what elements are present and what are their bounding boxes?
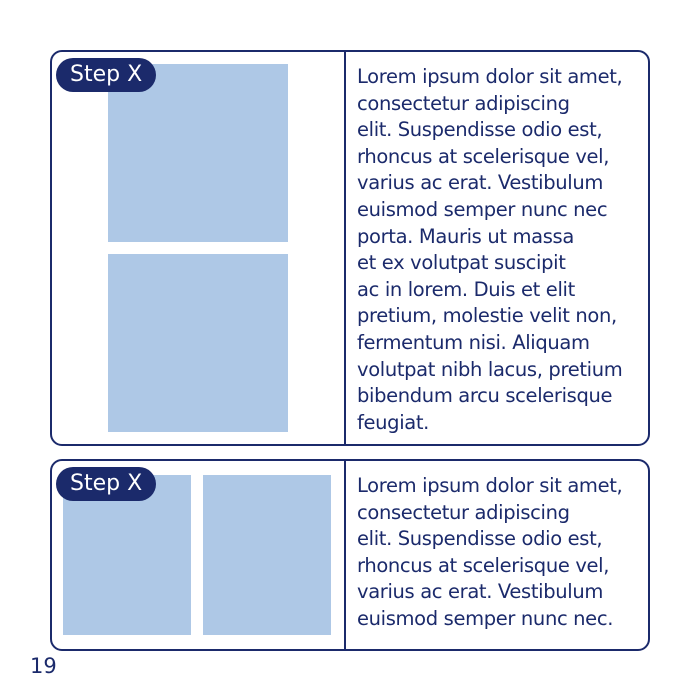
- page-number: 19: [30, 654, 57, 678]
- panel-divider: [344, 52, 346, 444]
- step-description: [357, 64, 642, 436]
- text-line: ac in lorem. Duis et elit: [357, 277, 575, 301]
- text-line: porta. Mauris ut massa: [357, 224, 574, 248]
- text-line: elit. Suspendisse odio est,: [357, 118, 603, 142]
- image-placeholder-2b: [203, 475, 331, 635]
- text-line: rhoncus at scelerisque vel,: [357, 144, 610, 168]
- step-panel-2: [50, 459, 650, 651]
- text-line: rhoncus at scelerisque vel,: [357, 553, 610, 577]
- text-line: et ex volutpat suscipit: [357, 251, 566, 275]
- text-line: bibendum arcu scelerisque: [357, 384, 613, 408]
- image-placeholder-1b: [108, 254, 288, 432]
- step-panel-1: [50, 50, 650, 446]
- text-line: varius ac erat. Vestibulum: [357, 580, 603, 604]
- text-line: pretium, molestie velit non,: [357, 304, 617, 328]
- text-line: euismod semper nunc nec: [357, 197, 608, 221]
- text-line: fermentum nisi. Aliquam: [357, 330, 590, 354]
- step-description: [357, 473, 642, 633]
- text-line: varius ac erat. Vestibulum: [357, 171, 603, 195]
- text-line: volutpat nibh lacus, pretium: [357, 357, 623, 381]
- text-line: Lorem ipsum dolor sit amet,: [357, 65, 623, 88]
- text-line: Lorem ipsum dolor sit amet,: [357, 474, 623, 497]
- panel-divider: [344, 461, 346, 649]
- text-line: consectetur adipiscing: [357, 500, 570, 524]
- step-badge: Step X: [56, 467, 156, 501]
- text-line: elit. Suspendisse odio est,: [357, 527, 603, 551]
- text-line: euismod semper nunc nec.: [357, 606, 614, 630]
- step-badge: Step X: [56, 58, 156, 92]
- text-line: consectetur adipiscing: [357, 91, 570, 115]
- text-line: feugiat.: [357, 410, 430, 434]
